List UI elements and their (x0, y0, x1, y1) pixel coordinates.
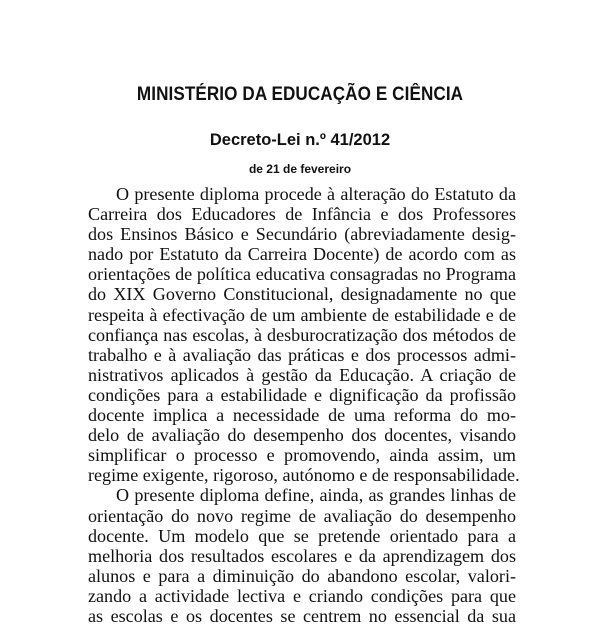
text-line: O presente diploma procede à alteração do Estatuto da (116, 184, 516, 204)
text-line: confiança nas escolas, à desburocratização dos métodos de (88, 324, 516, 345)
text-line: melhoria dos resultados escolares e da aprendizagem dos (88, 545, 516, 566)
text-line: respeita à efectivação de um ambiente de estabilidade e de (88, 304, 516, 325)
text-line: delo de avaliação do desempenho dos docentes, visando (88, 425, 516, 446)
text-line: simplificar o processo e promovendo, ainda assim, um (88, 445, 516, 466)
text-line: docente. Um modelo que se pretende orientado para a (88, 525, 516, 546)
decree-title: Decreto-Lei n.º 41/2012 (209, 131, 391, 149)
text-line: alunos e para a diminuição do abandono escolar, valori- (88, 565, 516, 586)
text-line: orientações de política educativa consagradas no Programa (88, 264, 516, 285)
text-line: do XIX Governo Constitucional, designadamente no que (88, 284, 516, 305)
text-line: as escolas e os docentes se centrem no essencial da sua (88, 605, 516, 626)
text-line: orientação do novo regime de avaliação do desempenho (88, 505, 516, 526)
text-line: dos Ensinos Básico e Secundário (abreviadamente desig- (88, 224, 516, 245)
paragraph-2 (88, 485, 516, 626)
ministry-heading: MINISTÉRIO DA EDUCAÇÃO E CIÊNCIA (136, 84, 464, 105)
text-line: zando a actividade lectiva e criando condições para que (88, 585, 516, 606)
text-line: trabalho e à avaliação das práticas e dos processos admi- (88, 344, 516, 365)
text-line: docente implica a necessidade de uma reforma do mo- (88, 405, 516, 426)
paragraph-1 (88, 184, 520, 486)
text-line: regime exigente, rigoroso, autónomo e de responsabilidade. (88, 465, 520, 486)
text-line: nistrativos aplicados à gestão da Educação. A criação de (88, 364, 516, 385)
text-line: O presente diploma define, ainda, as grandes linhas de (116, 485, 516, 506)
decree-date: de 21 de fevereiro (248, 162, 352, 176)
text-line: condições para a estabilidade e dignificação da profissão (88, 384, 516, 405)
document-body (88, 184, 520, 626)
text-line: nado por Estatuto da Carreira Docente) de acordo com as (88, 244, 516, 265)
text-line: Carreira dos Educadores de Infância e dos Professores (88, 204, 516, 225)
